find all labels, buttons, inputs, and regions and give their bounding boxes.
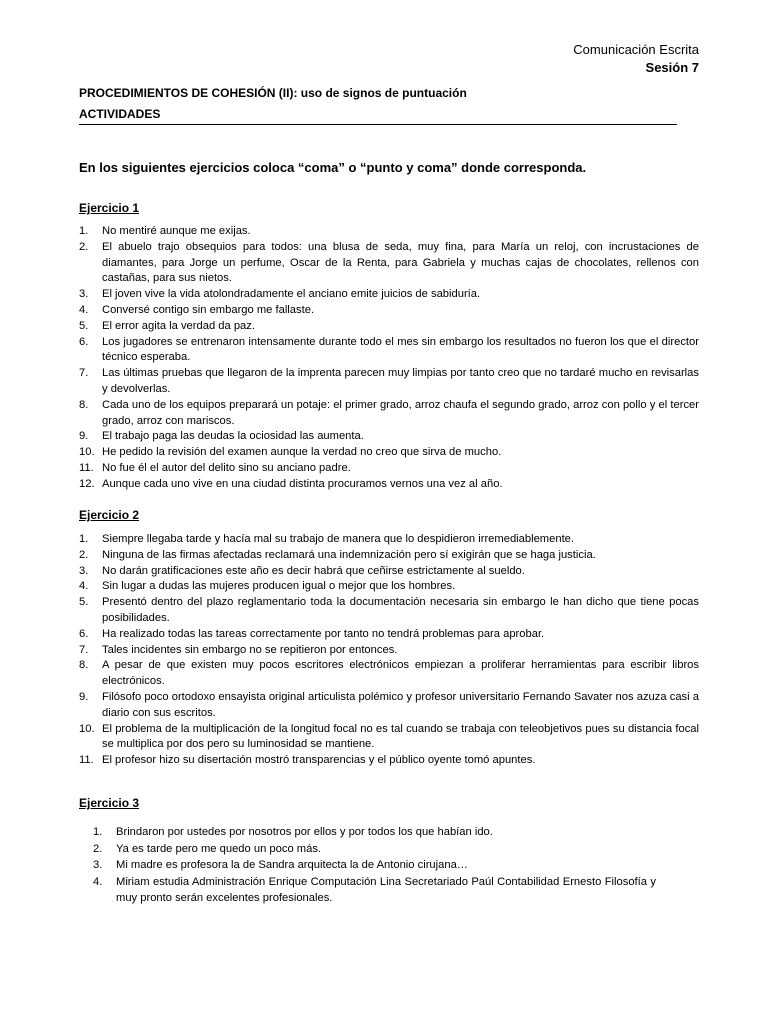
item-number: 6. [79, 627, 89, 640]
item-text: Cada uno de los equipos preparará un potaje: el primer grado, arroz chaufa el segundo grado, arroz con pollo y el tercer grado, arroz con mariscos. [102, 398, 699, 427]
item-text: El trabajo paga las deudas la ociosidad las aumenta. [102, 430, 364, 443]
list-item [79, 532, 699, 548]
exercise-1-list [79, 224, 699, 493]
document-title: PROCEDIMIENTOS DE COHESIÓN (II): uso de signos de puntuación [79, 86, 467, 100]
list-item [93, 874, 656, 907]
exercise-2-heading: Ejercicio 2 [79, 508, 140, 522]
item-text: Mi madre es profesora la de Sandra arquitecta la de Antonio cirujana… [116, 859, 468, 872]
item-text: Ya es tarde pero me quedo un poco más. [116, 842, 322, 855]
item-text: Presentó dentro del plazo reglamentario toda la documentación necesaria sin embargo le han dicho que tiene pocas posibilidades. [102, 596, 699, 624]
list-item [79, 753, 699, 769]
list-item [79, 319, 699, 335]
item-text: El joven vive la vida atolondradamente el anciano emite juicios de sabiduría. [102, 288, 481, 301]
list-item [93, 841, 656, 858]
item-number: 11. [79, 461, 94, 474]
list-item [79, 445, 699, 461]
item-number: 3. [79, 564, 89, 577]
list-item [93, 857, 656, 874]
list-item [79, 461, 699, 477]
item-number: 2. [79, 548, 89, 561]
instructions: En los siguientes ejercicios coloca “coma” o “punto y coma” donde corresponda. [79, 160, 587, 175]
item-number: 2. [79, 240, 89, 253]
item-text: Los jugadores se entrenaron intensamente durante todo el mes sin embargo los resultados no fueron los que el director técnico esperaba. [102, 335, 699, 364]
list-item [79, 429, 699, 445]
item-number: 2. [93, 842, 103, 855]
list-item [79, 398, 699, 430]
item-text: Aunque cada uno vive en una ciudad distinta procuramos vernos una vez al año. [102, 477, 503, 490]
list-item [79, 564, 699, 580]
item-number: 11. [79, 754, 94, 767]
list-item [79, 477, 699, 493]
item-text: Ha realizado todas las tareas correctamente por tanto no tendrá problemas para aprobar. [102, 627, 545, 640]
item-text: El error agita la verdad da paz. [102, 319, 255, 332]
exercise-3-heading: Ejercicio 3 [79, 796, 140, 810]
item-number: 7. [79, 643, 89, 656]
item-number: 5. [79, 596, 89, 609]
item-text: Sin lugar a dudas las mujeres producen igual o mejor que los hombres. [102, 580, 456, 593]
item-text: A pesar de que existen muy pocos escritores electrónicos empiezan a proliferar herramientas para escribir libros electrónicos. [102, 659, 699, 688]
item-text: Las últimas pruebas que llegaron de la imprenta parecen muy limpias por tanto creo que no tardaré mucho en revisarlas y devolverlas. [102, 367, 699, 395]
list-item [79, 287, 699, 303]
list-item [79, 579, 699, 595]
item-number: 4. [79, 580, 89, 593]
list-item [79, 224, 699, 240]
item-number: 9. [79, 430, 89, 443]
item-number: 8. [79, 398, 89, 411]
item-text: Brindaron por ustedes por nosotros por ellos y por todos los que habían ido. [116, 826, 493, 838]
list-item [79, 303, 699, 319]
exercise-3-list [93, 824, 656, 907]
item-text: Siempre llegaba tarde y hacía mal su trabajo de manera que lo despidieron irremediablemente. [102, 533, 575, 545]
item-text: Filósofo poco ortodoxo ensayista original articulista polémico y profesor universitario Fernando Savater nos azuza casi a diario con sus escritos. [102, 690, 699, 719]
item-text: El problema de la multiplicación de la longitud focal no es tal cuando se trabaja con teleobjetivos pues su distancia focal se multiplica por dos pero su luminosidad se mantiene. [102, 722, 699, 751]
exercise-2-list [79, 532, 699, 769]
list-item [79, 366, 699, 398]
list-item [79, 690, 699, 722]
item-text: Miriam estudia Administración Enrique Computación Lina Secretariado Paúl Contabilidad Ernesto Filosofía y muy pronto serán excelentes profesionales. [116, 875, 656, 905]
item-text: He pedido la revisión del examen aunque la verdad no creo que sirva de mucho. [102, 446, 502, 459]
item-number: 4. [93, 875, 103, 888]
item-text: No fue él el autor del delito sino su anciano padre. [102, 461, 351, 474]
exercise-1-heading: Ejercicio 1 [79, 201, 140, 215]
item-number: 1. [79, 225, 89, 237]
item-number: 7. [79, 367, 89, 380]
item-number: 8. [79, 659, 89, 672]
item-number: 9. [79, 690, 89, 703]
list-item [79, 722, 699, 754]
item-text: Conversé contigo sin embargo me fallaste. [102, 303, 315, 316]
list-item [79, 595, 699, 627]
list-item [79, 548, 699, 564]
list-item [79, 240, 699, 287]
item-number: 5. [79, 319, 89, 332]
item-number: 1. [93, 826, 103, 838]
item-text: No darán gratificaciones este año es decir habrá que ceñirse estrictamente al sueldo. [102, 564, 525, 577]
item-number: 3. [79, 288, 89, 301]
item-number: 4. [79, 303, 89, 316]
item-text: No mentiré aunque me exijas. [102, 225, 251, 237]
session-label: Sesión 7 [645, 60, 699, 75]
item-text: El profesor hizo su disertación mostró transparencias y el público oyente tomó apuntes. [102, 754, 536, 767]
item-number: 12. [79, 477, 95, 490]
list-item [79, 335, 699, 367]
item-text: Ninguna de las firmas afectadas reclamará una indemnización pero sí exigirán que se haga justicia. [102, 548, 596, 561]
item-number: 6. [79, 335, 89, 348]
document-subtitle: ACTIVIDADES [79, 107, 161, 121]
list-item [79, 643, 699, 659]
item-number: 10. [79, 722, 95, 735]
item-text: El abuelo trajo obsequios para todos: una blusa de seda, muy fina, para María un reloj, con incrustaciones de diamantes, para Jorge un perfume, Oscar de la Renta, para Gabriela y muchas cajas de chocolates, rellenos con castañas, para sus nietos. [102, 240, 699, 285]
title-divider [79, 124, 677, 125]
item-number: 10. [79, 446, 95, 459]
course-name: Comunicación Escrita [573, 42, 699, 57]
list-item [79, 627, 699, 643]
item-number: 1. [79, 533, 89, 545]
list-item [79, 658, 699, 690]
item-text: Tales incidentes sin embargo no se repitieron por entonces. [102, 643, 398, 656]
list-item [93, 824, 656, 841]
item-number: 3. [93, 859, 103, 872]
